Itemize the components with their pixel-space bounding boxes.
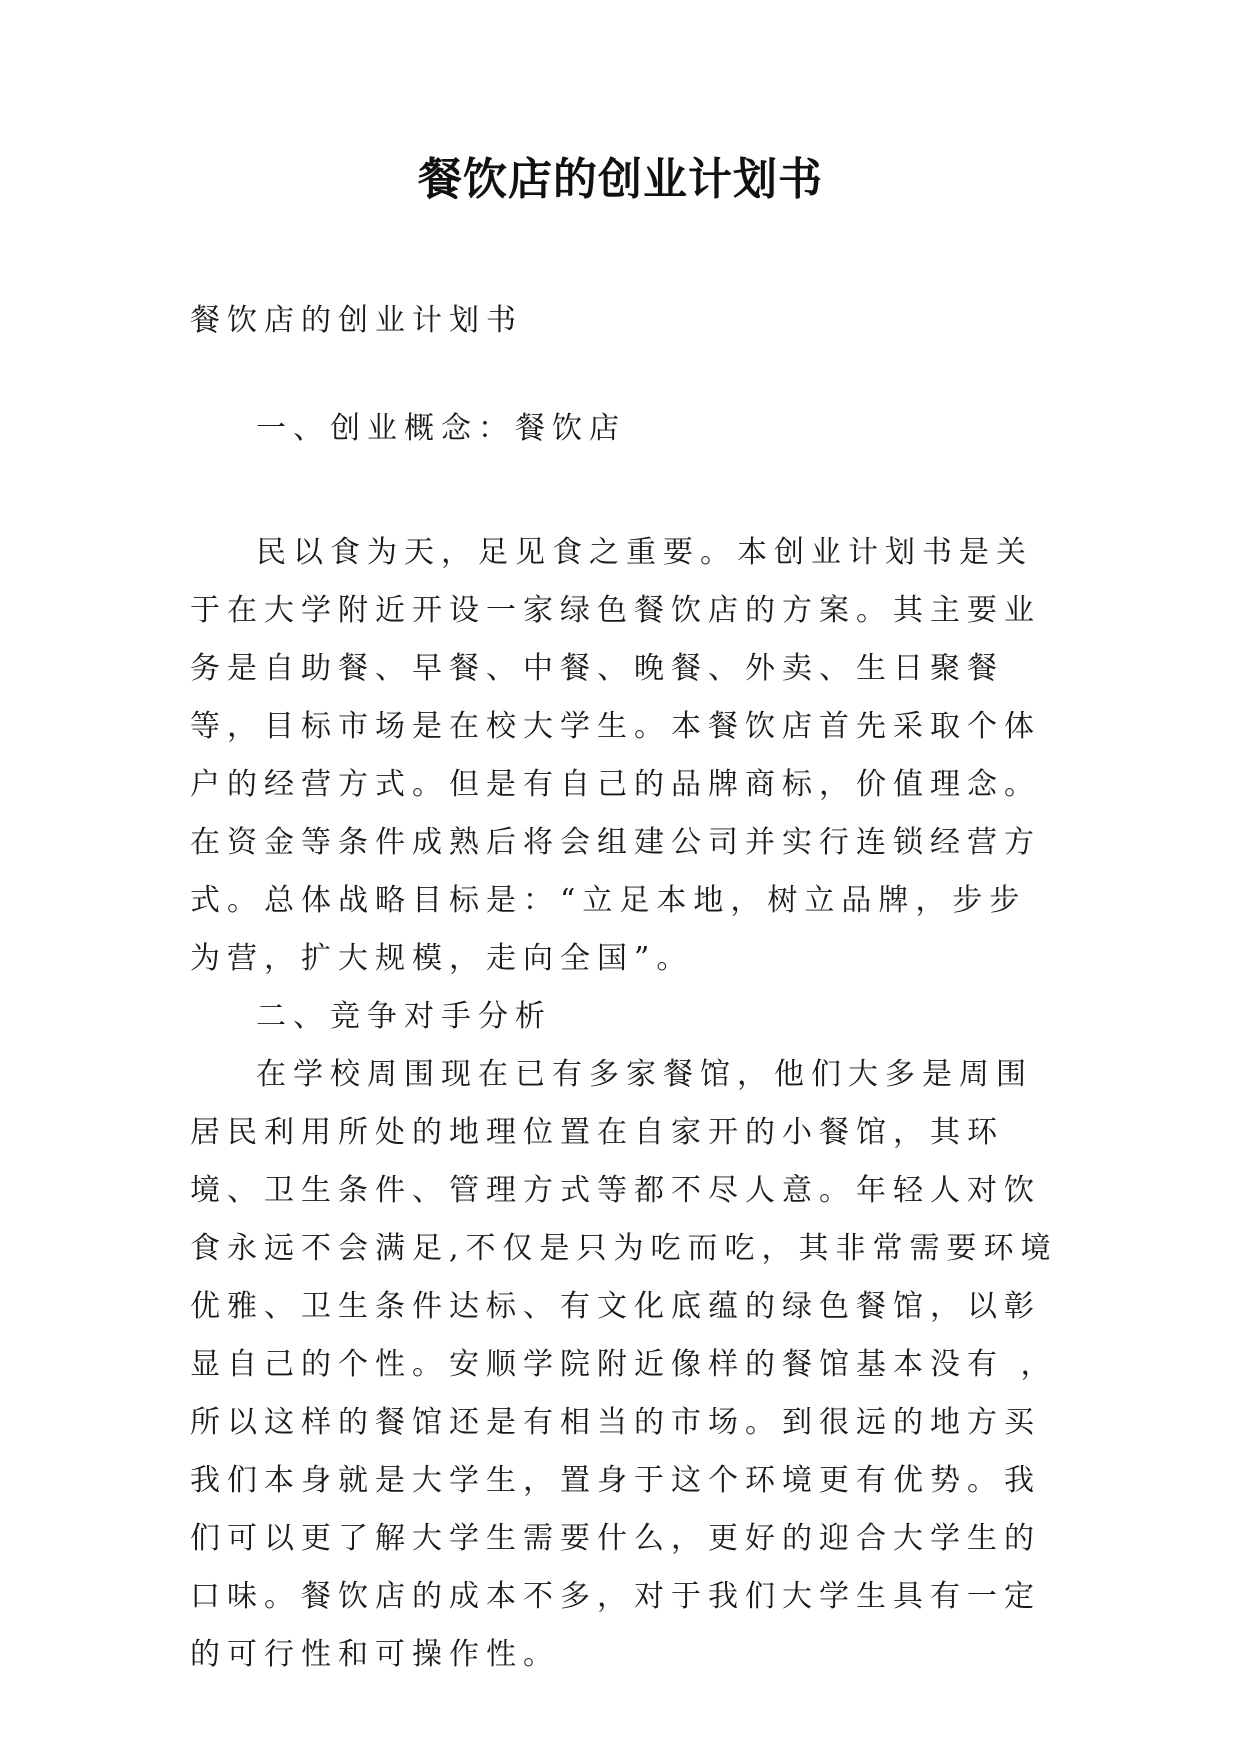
document-subtitle: 餐饮店的创业计划书 xyxy=(190,303,523,338)
section-heading-concept: 一、创业概念：餐饮店 xyxy=(256,411,626,446)
document-body xyxy=(190,292,1060,1684)
paragraph-competitors: 在学校周围现在已有多家餐馆，他们大多是周围居民利用所处的地理位置在自家开的小餐馆，其环境、卫生条件、管理方式等都不尽人意。年轻人对饮食永远不会满足,不仅是只为吃而吃，其非常需要环境优雅、卫生条件达标、有文化底蕴的绿色餐馆，以彰显自己的个性。安顺学院附近像样的餐馆基本没有 ，所以这样的餐馆还是有相当的市场。到很远的地方买我们本身就是大学生，置身于这个环境更有优势。我们可以更了解大学生需要什么，更好的迎合大学生的口味。餐饮店的成本不多，对于我们大学生具有一定的可行性和可操作性。 xyxy=(190,1057,1058,1672)
paragraph-concept: 民以食为天，足见食之重要。本创业计划书是关于在大学附近开设一家绿色餐饮店的方案。其主要业务是自助餐、早餐、中餐、晚餐、外卖、生日聚餐等，目标市场是在校大学生。本餐饮店首先采取个体户的经营方式。但是有自己的品牌商标，价值理念。在资金等条件成熟后将会组建公司并实行连锁经营方式。总体战略目标是：“立足本地，树立品牌，步步为营，扩大规模，走向全国”。 xyxy=(190,535,1041,976)
section-heading-competitors: 二、竞争对手分析 xyxy=(256,999,552,1034)
document-title: 餐饮店的创业计划书 xyxy=(418,154,823,205)
